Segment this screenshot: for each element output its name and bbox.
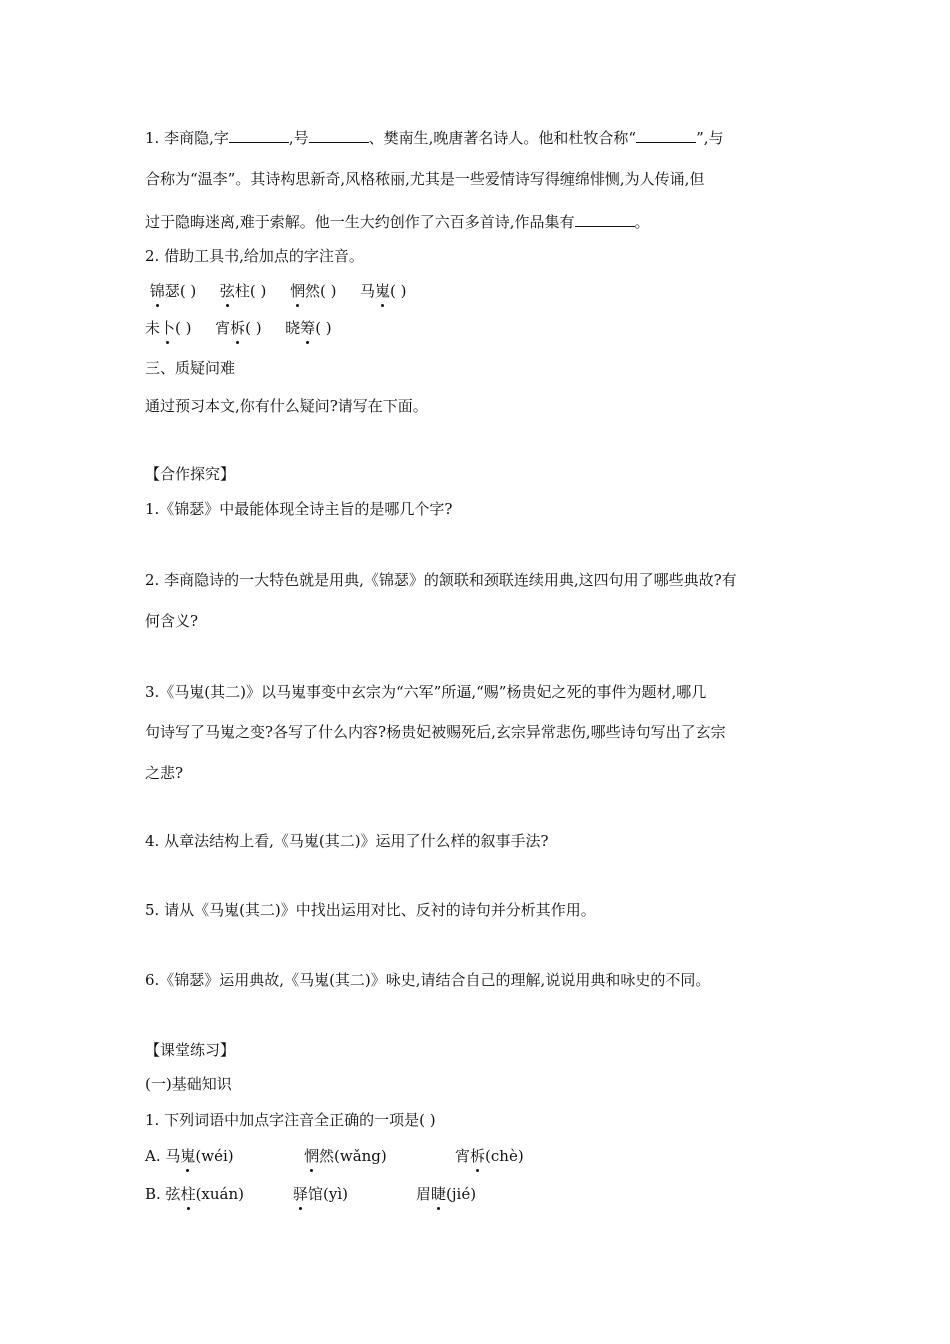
dotted-char: 锦 [149, 282, 165, 300]
phonetic-item [220, 282, 267, 300]
dotted-char: 嵬 [180, 1147, 196, 1165]
option-b-item [293, 1184, 416, 1204]
dotted-char: 卜 [160, 319, 176, 337]
answer-blank[interactable] [229, 126, 289, 143]
char: 瑟 [164, 282, 180, 300]
coop-q3-line-1: 3.《马嵬(其二)》以马嵬事变中玄宗为“六军”所逼,“赐”杨贵妃之死的事件为题材,哪几 [145, 683, 707, 701]
q2-title: 2. 借助工具书,给加点的字注音。 [145, 247, 364, 265]
option-a[interactable] [145, 1146, 524, 1166]
coop-q3-line-3: 之悲? [145, 764, 184, 782]
section-3-title: 三、质疑问难 [145, 359, 236, 377]
option-text: 然(wǎng) [319, 1147, 387, 1165]
answer-paren[interactable]: ( ) [245, 319, 262, 337]
coop-header: 【合作探究】 [145, 465, 236, 483]
phonetic-item [145, 319, 192, 337]
option-text: 眉 [416, 1185, 432, 1203]
coop-q6: 6.《锦瑟》运用典故,《马嵬(其二)》咏史,请结合自己的理解,说说用典和咏史的不同。 [145, 971, 711, 989]
q2-row-2 [145, 318, 332, 338]
option-text: (chè) [485, 1147, 524, 1165]
answer-paren[interactable]: ( ) [249, 282, 267, 300]
option-text: 馆(yì) [308, 1185, 348, 1203]
option-a-item [145, 1146, 304, 1166]
practice-header: 【课堂练习】 [145, 1041, 236, 1059]
answer-blank[interactable] [636, 126, 696, 143]
phonetic-item [285, 319, 332, 337]
answer-paren[interactable]: ( ) [390, 282, 407, 300]
phonetic-item [150, 282, 197, 300]
q1-text: 、樊南生,晚唐著名诗人。他和杜牧合称“ [368, 129, 637, 147]
char: 未 [145, 319, 161, 337]
char: 马 [360, 282, 376, 300]
coop-q5: 5. 请从《马嵬(其二)》中找出运用对比、反衬的诗句并分析其作用。 [145, 901, 596, 919]
option-text: (jié) [446, 1185, 477, 1203]
option-b-item [145, 1184, 293, 1204]
q1-line-1 [145, 126, 724, 148]
option-a-item [304, 1146, 455, 1166]
char: 宵 [215, 319, 231, 337]
option-text: B. 弦 [145, 1185, 181, 1203]
coop-q2-line-2: 何含义? [145, 612, 199, 630]
q2-row-1 [145, 281, 407, 301]
q1-line-3 [145, 210, 650, 232]
option-b[interactable] [145, 1184, 476, 1204]
dotted-char: 惘 [289, 282, 305, 300]
char: 晓 [285, 319, 301, 337]
answer-paren[interactable]: ( ) [319, 282, 337, 300]
answer-paren[interactable]: ( ) [315, 319, 332, 337]
dotted-char: 柝 [230, 319, 246, 337]
coop-q3-line-2: 句诗写了马嵬之变?各写了什么内容?杨贵妃被赐死后,玄宗异常悲伤,哪些诗句写出了玄宗 [145, 723, 726, 741]
char: 柱 [234, 282, 250, 300]
option-text: A. 马 [145, 1147, 181, 1165]
dotted-char: 睫 [431, 1185, 447, 1203]
option-text: (xuán) [195, 1185, 245, 1203]
coop-q4: 4. 从章法结构上看,《马嵬(其二)》运用了什么样的叙事手法? [145, 832, 549, 850]
answer-blank[interactable] [309, 126, 369, 143]
option-a-item [455, 1146, 524, 1166]
practice-q1: 1. 下列词语中加点字注音全正确的一项是( ) [145, 1111, 436, 1129]
q1-text: ,号 [288, 129, 309, 147]
q1-text: 。 [634, 213, 650, 231]
q1-text: ”,与 [696, 129, 724, 147]
practice-subheader: (一)基础知识 [145, 1075, 232, 1093]
coop-q1: 1.《锦瑟》中最能体现全诗主旨的是哪几个字? [145, 500, 453, 518]
answer-paren[interactable]: ( ) [175, 319, 192, 337]
dotted-char: 柱 [180, 1185, 196, 1203]
dotted-char: 嵬 [375, 282, 391, 300]
answer-paren[interactable]: ( ) [179, 282, 197, 300]
answer-blank[interactable] [575, 210, 635, 227]
option-text: 宵 [455, 1147, 471, 1165]
dotted-char: 柝 [470, 1147, 486, 1165]
q1-text: 过于隐晦迷离,难于索解。他一生大约创作了六百多首诗,作品集有 [145, 213, 575, 231]
dotted-char: 惘 [304, 1147, 320, 1165]
q1-line-2: 合称为“温李”。其诗构思新奇,风格秾丽,尤其是一些爱情诗写得缠绵悱恻,为人传诵,但 [145, 170, 705, 188]
dotted-char: 筹 [300, 319, 316, 337]
q1-text: 1. 李商隐,字 [145, 129, 229, 147]
option-text: (wéi) [195, 1147, 234, 1165]
section-3-text: 通过预习本文,你有什么疑问?请写在下面。 [145, 397, 428, 415]
option-b-item [416, 1184, 476, 1204]
phonetic-item [360, 282, 407, 300]
phonetic-item [290, 282, 337, 300]
phonetic-item [215, 319, 262, 337]
dotted-char: 弦 [219, 282, 235, 300]
coop-q2-line-1: 2. 李商隐诗的一大特色就是用典,《锦瑟》的颔联和颈联连续用典,这四句用了哪些典故?有 [145, 571, 737, 589]
dotted-char: 驿 [293, 1185, 309, 1203]
char: 然 [304, 282, 320, 300]
